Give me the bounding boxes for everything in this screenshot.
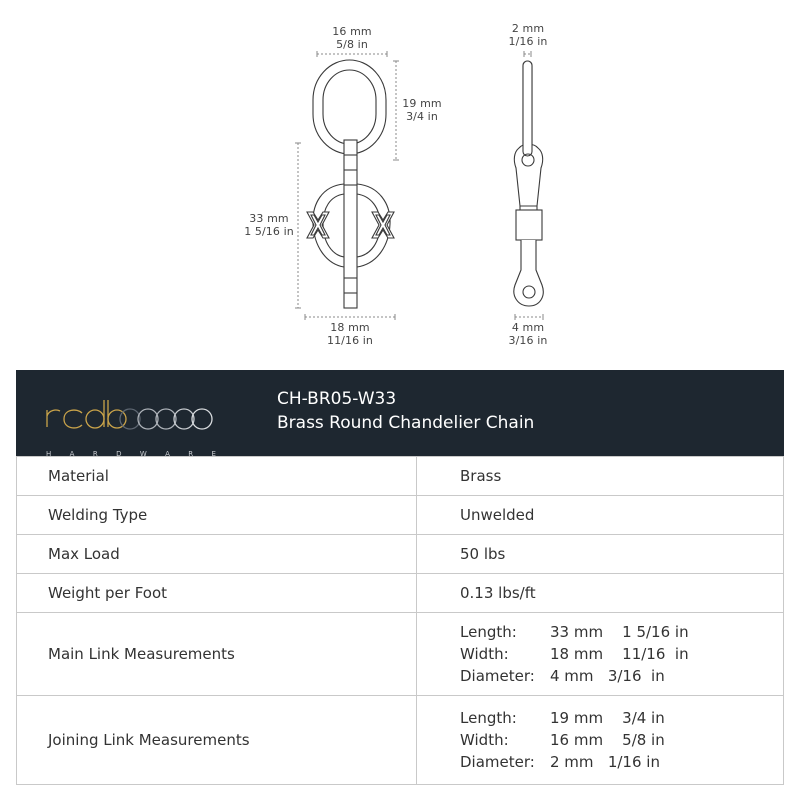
logo-letter: R bbox=[92, 450, 98, 458]
logo-letter: H bbox=[46, 450, 52, 458]
dim-in: 3/16 in bbox=[508, 334, 548, 347]
dim-mm: 16 mm bbox=[332, 25, 372, 38]
main-link-length-label bbox=[240, 212, 298, 238]
measure-value: 4 mm 3/16 in bbox=[550, 667, 665, 685]
dim-in: 1 5/16 in bbox=[244, 225, 294, 238]
side-view bbox=[514, 61, 543, 306]
spec-value bbox=[417, 613, 784, 696]
spec-label: Welding Type bbox=[17, 496, 417, 535]
spec-table bbox=[16, 456, 784, 785]
measure-value: 18 mm 11/16 in bbox=[550, 645, 689, 663]
table-row bbox=[17, 535, 784, 574]
joining-link-width-label bbox=[318, 25, 386, 51]
measure-name: Width: bbox=[460, 731, 509, 749]
measure-value: 19 mm 3/4 in bbox=[550, 709, 665, 727]
dim-mm: 4 mm bbox=[511, 321, 545, 334]
main-link-bar bbox=[344, 140, 357, 308]
spec-value: 50 lbs bbox=[417, 535, 784, 574]
measure-value: 33 mm 1 5/16 in bbox=[550, 623, 689, 641]
dim-in: 5/8 in bbox=[336, 38, 368, 51]
main-link-diameter-label bbox=[498, 321, 558, 347]
measure-name: Length: bbox=[460, 709, 517, 727]
table-row bbox=[17, 574, 784, 613]
dim-mm: 2 mm bbox=[511, 22, 545, 35]
logo-letter: E bbox=[211, 450, 216, 458]
joining-link-length-label bbox=[398, 97, 446, 123]
spec-header bbox=[16, 370, 784, 456]
main-link-measurements bbox=[460, 621, 783, 687]
x-ornament-right bbox=[372, 212, 394, 238]
joining-link-measurements bbox=[460, 707, 783, 773]
measure-name: Diameter: bbox=[460, 667, 535, 685]
table-row-main-link bbox=[17, 613, 784, 696]
product-name: Brass Round Chandelier Chain bbox=[277, 413, 535, 433]
x-ornament-left bbox=[307, 212, 329, 238]
dim-in: 1/16 in bbox=[508, 35, 548, 48]
measure-value: 2 mm 1/16 in bbox=[550, 753, 660, 771]
table-row bbox=[17, 457, 784, 496]
dim-mm: 19 mm bbox=[402, 97, 442, 110]
logo-letter: D bbox=[116, 450, 122, 458]
logo-letter: R bbox=[188, 450, 194, 458]
spec-label: Weight per Foot bbox=[17, 574, 417, 613]
spec-label: Joining Link Measurements bbox=[17, 696, 417, 785]
logo-chain-icon bbox=[44, 392, 229, 444]
measure-value: 16 mm 5/8 in bbox=[550, 731, 665, 749]
spec-value: Unwelded bbox=[417, 496, 784, 535]
brand-logo bbox=[44, 392, 224, 458]
measure-name: Width: bbox=[460, 645, 509, 663]
product-title-block bbox=[277, 387, 534, 435]
measure-name: Diameter: bbox=[460, 753, 535, 771]
joining-link-diameter-label bbox=[498, 22, 558, 48]
dim-in: 11/16 in bbox=[326, 334, 374, 347]
logo-letter: A bbox=[69, 450, 75, 458]
dim-mm: 33 mm bbox=[249, 212, 289, 225]
product-sku: CH-BR05-W33 bbox=[277, 389, 397, 409]
chain-diagram bbox=[0, 0, 800, 360]
logo-letter: A bbox=[165, 450, 170, 458]
logo-letter: W bbox=[139, 450, 147, 458]
spec-label: Material bbox=[17, 457, 417, 496]
table-row-joining-link bbox=[17, 696, 784, 785]
spec-label: Max Load bbox=[17, 535, 417, 574]
spec-value bbox=[417, 696, 784, 785]
table-row bbox=[17, 496, 784, 535]
dim-in: 3/4 in bbox=[406, 110, 438, 123]
chain-drawing-icon bbox=[0, 0, 800, 360]
spec-label: Main Link Measurements bbox=[17, 613, 417, 696]
dim-mm: 18 mm bbox=[330, 321, 370, 334]
joining-link-inner bbox=[323, 70, 376, 144]
spec-value: Brass bbox=[417, 457, 784, 496]
spec-value: 0.13 lbs/ft bbox=[417, 574, 784, 613]
measure-name: Length: bbox=[460, 623, 517, 641]
main-link-width-label bbox=[316, 321, 384, 347]
